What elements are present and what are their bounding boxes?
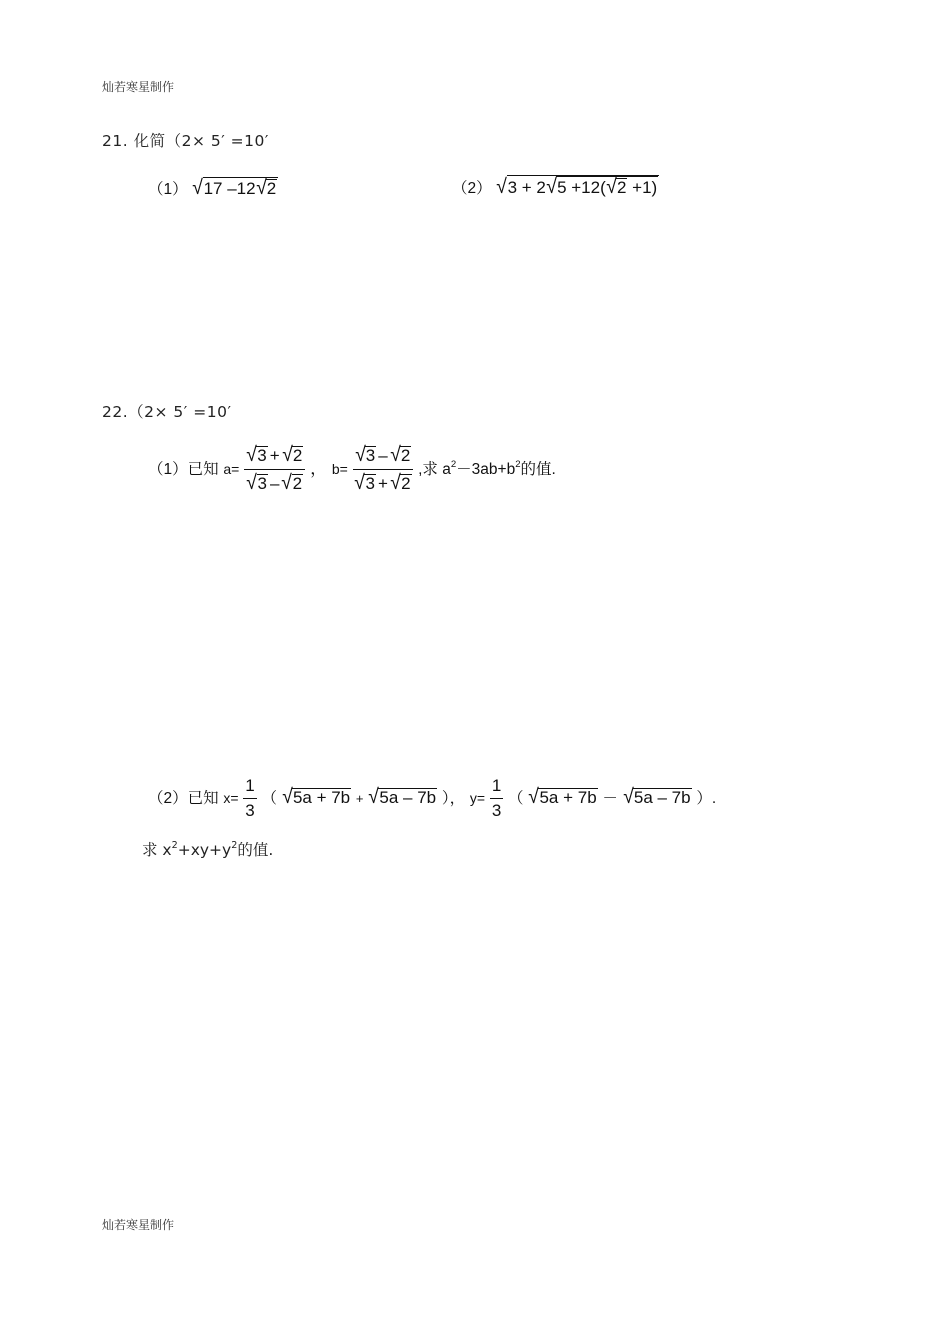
- q22-part2-label: （2）已知: [148, 789, 219, 807]
- q21-part1-radicand: 17 –12: [203, 179, 256, 198]
- q21-part2-sqrt: √3 + 2√5 +12(√2 +1): [496, 176, 658, 198]
- q21-part1-label: （1）: [148, 181, 188, 198]
- x-radicand-2: 5a – 7b: [379, 787, 437, 807]
- q22-part1-question: ,求 $a^2-3ab+b^2$的值.: [418, 458, 556, 478]
- q21-part2-term3: 2: [616, 178, 627, 197]
- q22-part1-label: （1）已知: [148, 460, 219, 478]
- q21-part2: [452, 175, 659, 199]
- page-header: 灿若寒星制作: [102, 80, 175, 94]
- a-fraction: $\frac{√3 + √2}{√3 - √2}$: [244, 444, 305, 495]
- q22-part2-question: 求 $x^2+xy+y^2$的值.: [142, 839, 274, 859]
- question-22-title: 22.（2× 5′ =10′: [102, 403, 232, 421]
- y-equals: y=: [469, 789, 486, 806]
- q21-part2-term2: 5 +12(: [557, 178, 606, 197]
- y-radicand-1: 5a + 7b: [539, 787, 597, 807]
- a-equals: a=: [223, 460, 240, 477]
- x-coefficient: $\frac{1}{3}$: [245, 776, 255, 820]
- x-equals: x=: [223, 789, 239, 806]
- q21-part2-label: （2）: [452, 180, 492, 197]
- x-radicand-1: 5a + 7b: [292, 787, 351, 807]
- page-footer: 灿若寒星制作: [102, 1218, 175, 1232]
- y-coefficient: $\frac{1}{3}$: [491, 776, 502, 820]
- b-equals: b=: [331, 460, 348, 477]
- q21-part1-inner-radicand: 2: [266, 179, 277, 198]
- question-21-title: 21. 化简（2× 5′ =10′: [102, 132, 269, 150]
- q22-part1: [148, 444, 556, 495]
- q22-part2: （2）已知 x= $\frac{1}{3}$ （ √5a + 7b + √5a – 7b ）， y= $\frac{1}{3}$ （ √5a + 7b － √5a – 7b ）.: [148, 776, 717, 820]
- b-fraction: $\frac{√3 - √2}{√3 + √2}$: [353, 444, 414, 495]
- q21-part1: [148, 177, 278, 200]
- separator: ，: [310, 458, 328, 478]
- q21-part2-term1: 3 + 2: [507, 178, 546, 197]
- y-radicand-2: 5a – 7b: [633, 787, 691, 807]
- q21-part2-term4: +1): [627, 178, 658, 197]
- q21-part1-sqrt: √17 –12√2: [192, 177, 277, 199]
